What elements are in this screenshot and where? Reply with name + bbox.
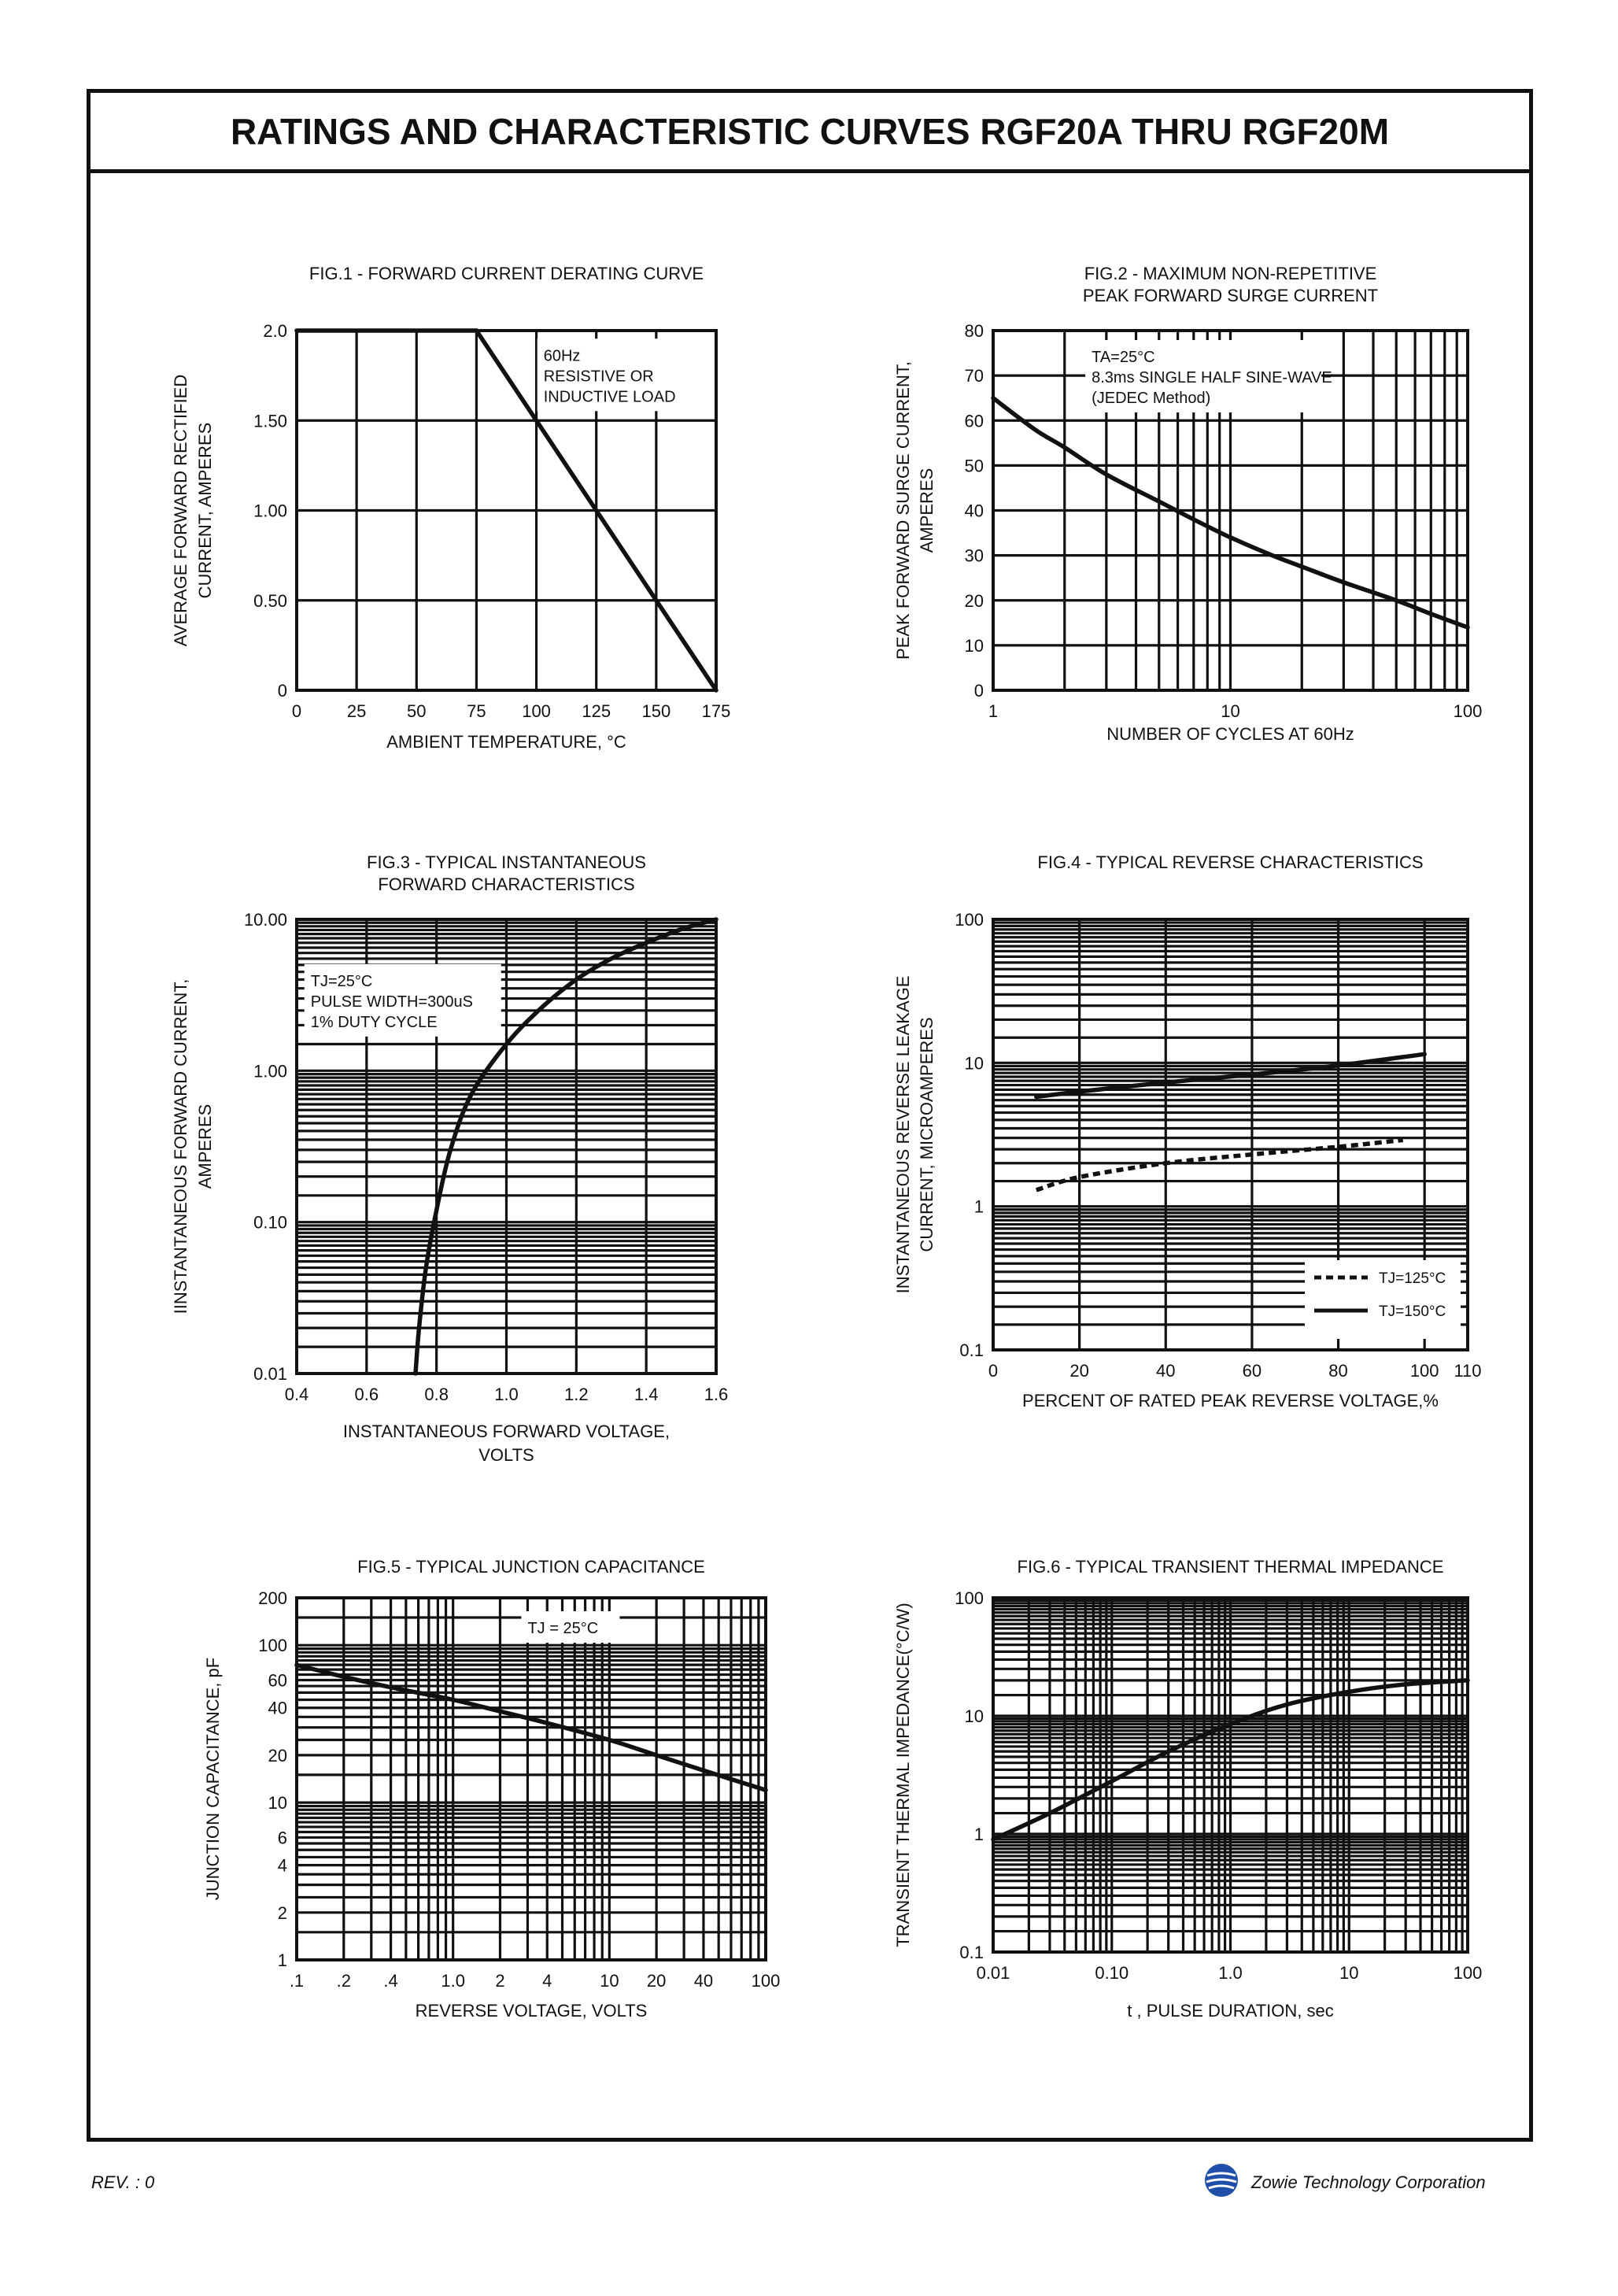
fig5-ytick-label: 4 xyxy=(277,1855,287,1876)
fig1-ytick-label: 0 xyxy=(277,681,287,701)
fig6-ytick-label: 100 xyxy=(955,1588,984,1608)
fig6-chart xyxy=(893,1557,1482,2021)
fig3-annotation-text: 1% DUTY CYCLE xyxy=(310,1013,438,1031)
fig1-ylabel: AVERAGE FORWARD RECTIFIED xyxy=(171,374,190,647)
fig1-xlabel: AMBIENT TEMPERATURE, °C xyxy=(386,732,626,752)
fig6-ylabel: TRANSIENT THERMAL IMPEDANCE(°C/W) xyxy=(893,1603,913,1947)
fig6-xtick-label: 0.01 xyxy=(976,1963,1010,1983)
fig2-ylabel: PEAK FORWARD SURGE CURRENT, xyxy=(893,361,913,660)
fig1-xtick-label: 25 xyxy=(346,701,367,721)
fig1-xtick-label: 150 xyxy=(641,701,671,721)
fig6-title: FIG.6 - TYPICAL TRANSIENT THERMAL IMPEDANCE xyxy=(1017,1557,1444,1577)
fig6-grid xyxy=(993,1598,1468,1952)
fig4-xtick-label: 20 xyxy=(1069,1361,1089,1381)
fig2-annotation-text: (JEDEC Method) xyxy=(1092,389,1211,407)
fig3-ytick-label: 10.00 xyxy=(243,910,287,930)
fig4-ylabel: INSTANTANEOUS REVERSE LEAKAGE xyxy=(893,975,913,1294)
fig2-ylabel: AMPERES xyxy=(917,468,936,553)
fig5-xtick-label: 100 xyxy=(751,1971,781,1991)
fig2-ytick-label: 80 xyxy=(964,321,984,341)
fig5-ytick-label: 6 xyxy=(277,1828,287,1848)
fig6-xtick-label: 1.0 xyxy=(1218,1963,1243,1983)
fig3-xtick-label: 1.6 xyxy=(704,1385,729,1404)
fig4-legend-label: TJ=150°C xyxy=(1379,1303,1446,1320)
fig5-annotation xyxy=(521,1611,619,1643)
fig5-xtick-label: 1.0 xyxy=(441,1971,465,1991)
fig5-xtick-label: 2 xyxy=(495,1971,505,1991)
fig4-xtick-label: 40 xyxy=(1156,1361,1176,1381)
fig1-xtick-label: 100 xyxy=(522,701,551,721)
fig2-ytick-label: 50 xyxy=(964,456,984,476)
fig4-ytick-label: 10 xyxy=(964,1053,984,1074)
fig2-ytick-label: 40 xyxy=(964,501,984,521)
fig3-title: FORWARD CHARACTERISTICS xyxy=(378,874,635,894)
fig2-ytick-label: 20 xyxy=(964,590,984,611)
fig5-annotation-text: TJ = 25°C xyxy=(527,1619,599,1637)
fig1-annotation-text: 60Hz xyxy=(543,347,581,365)
fig2-ytick-label: 30 xyxy=(964,545,984,566)
fig2-annotation-text: TA=25°C xyxy=(1092,348,1155,366)
fig1-annotation-text: RESISTIVE OR xyxy=(543,368,654,386)
fig2-annotation xyxy=(1085,340,1332,412)
fig4-ytick-label: 0.1 xyxy=(959,1340,984,1360)
fig4-legend xyxy=(1305,1260,1461,1339)
fig4-legend-label: TJ=125°C xyxy=(1379,1270,1446,1287)
fig1-xtick-label: 125 xyxy=(582,701,611,721)
fig1-xtick-label: 175 xyxy=(701,701,731,721)
fig6-xtick-label: 10 xyxy=(1339,1963,1359,1983)
fig4-xtick-label: 110 xyxy=(1454,1361,1482,1381)
fig5-xtick-label: .4 xyxy=(383,1971,398,1991)
fig1-xtick-label: 50 xyxy=(407,701,427,721)
fig6-ytick-label: 1 xyxy=(973,1825,984,1844)
fig3-xlabel: VOLTS xyxy=(478,1445,534,1465)
fig3-ytick-label: 1.00 xyxy=(253,1061,287,1081)
fig4-xlabel: PERCENT OF RATED PEAK REVERSE VOLTAGE,% xyxy=(1022,1391,1439,1411)
fig5-xtick-label: 4 xyxy=(542,1971,552,1991)
fig6-ytick-label: 0.1 xyxy=(959,1943,984,1962)
fig2-ytick-label: 10 xyxy=(964,635,984,656)
fig6-ytick-label: 10 xyxy=(964,1706,984,1726)
fig4-xtick-label: 80 xyxy=(1328,1361,1348,1381)
fig5-chart xyxy=(203,1557,780,2021)
fig5-xtick-label: 20 xyxy=(646,1971,667,1991)
fig4-ylabel: CURRENT, MICROAMPERES xyxy=(917,1017,936,1252)
fig1-ylabel: CURRENT, AMPERES xyxy=(195,422,215,599)
fig5-ytick-label: 40 xyxy=(268,1698,287,1718)
fig2-ytick-label: 70 xyxy=(964,366,984,386)
fig6-xtick-label: 100 xyxy=(1453,1963,1483,1983)
fig5-ytick-label: 60 xyxy=(268,1670,287,1691)
fig1-annotation xyxy=(537,338,703,411)
fig4-xtick-label: 60 xyxy=(1242,1361,1262,1381)
fig5-ytick-label: 10 xyxy=(268,1793,287,1814)
fig1-chart xyxy=(171,264,730,752)
fig3-ytick-label: 0.10 xyxy=(253,1212,287,1233)
fig2-xtick-label: 1 xyxy=(988,701,999,721)
fig3-xtick-label: 0.8 xyxy=(424,1385,449,1404)
fig1-ytick-label: 1.00 xyxy=(253,501,287,521)
fig2-xtick-label: 100 xyxy=(1453,701,1483,721)
fig2-annotation-text: 8.3ms SINGLE HALF SINE-WAVE xyxy=(1092,368,1332,386)
fig1-xtick-label: 0 xyxy=(291,701,302,721)
fig4-series-0-line xyxy=(1036,1140,1403,1190)
fig2-xlabel: NUMBER OF CYCLES AT 60Hz xyxy=(1106,724,1354,744)
fig2-title: FIG.2 - MAXIMUM NON-REPETITIVE xyxy=(1084,264,1377,283)
fig5-xlabel: REVERSE VOLTAGE, VOLTS xyxy=(415,2001,648,2021)
fig4-xtick-label: 100 xyxy=(1409,1361,1439,1381)
fig5-xtick-label: 40 xyxy=(693,1971,714,1991)
fig4-title: FIG.4 - TYPICAL REVERSE CHARACTERISTICS xyxy=(1037,852,1424,872)
fig5-ytick-label: 20 xyxy=(268,1745,287,1765)
fig5-ytick-label: 1 xyxy=(277,1950,287,1970)
fig3-xtick-label: 0.6 xyxy=(354,1385,379,1404)
fig5-ytick-label: 2 xyxy=(277,1902,287,1923)
fig2-xtick-label: 10 xyxy=(1221,701,1240,721)
page-title: RATINGS AND CHARACTERISTIC CURVES RGF20A THRU RGF20M xyxy=(230,110,1390,152)
fig5-ytick-label: 200 xyxy=(258,1588,287,1608)
fig2-ytick-label: 60 xyxy=(964,411,984,431)
fig2-title: PEAK FORWARD SURGE CURRENT xyxy=(1082,286,1379,305)
company-name: Zowie Technology Corporation xyxy=(1251,2172,1486,2192)
fig6-xlabel: t , PULSE DURATION, sec xyxy=(1127,2001,1334,2021)
fig1-xtick-label: 75 xyxy=(467,701,486,721)
fig1-title: FIG.1 - FORWARD CURRENT DERATING CURVE xyxy=(308,264,704,283)
fig1-ytick-label: 2.0 xyxy=(263,321,287,341)
fig4-ytick-label: 1 xyxy=(973,1196,984,1217)
fig5-xtick-label: .2 xyxy=(336,1971,351,1991)
fig3-title: FIG.3 - TYPICAL INSTANTANEOUS xyxy=(367,852,646,872)
fig5-xtick-label: 10 xyxy=(600,1971,619,1991)
fig4-xtick-label: 0 xyxy=(988,1361,999,1381)
fig5-ylabel: JUNCTION CAPACITANCE, pF xyxy=(203,1657,223,1901)
fig4-ytick-label: 100 xyxy=(955,910,984,930)
fig3-xtick-label: 1.2 xyxy=(564,1385,589,1404)
fig3-xlabel: INSTANTANEOUS FORWARD VOLTAGE, xyxy=(342,1422,670,1441)
fig3-ytick-label: 0.01 xyxy=(253,1364,287,1384)
fig3-annotation-text: PULSE WIDTH=300uS xyxy=(310,993,473,1011)
fig1-ytick-label: 0.50 xyxy=(253,590,287,611)
fig3-xtick-label: 1.0 xyxy=(494,1385,519,1404)
fig3-ylabel: AMPERES xyxy=(195,1104,215,1189)
fig3-xtick-label: 1.4 xyxy=(634,1385,659,1404)
fig3-ylabel: IINSTANTANEOUS FORWARD CURRENT, xyxy=(171,978,190,1314)
revision-label: REV. : 0 xyxy=(91,2172,155,2192)
company-logo-icon xyxy=(1204,2163,1239,2198)
fig3-annotation xyxy=(305,964,501,1037)
fig1-ytick-label: 1.50 xyxy=(253,411,287,431)
fig5-grid xyxy=(297,1598,766,1960)
fig1-annotation-text: INDUCTIVE LOAD xyxy=(543,388,676,406)
fig4-chart xyxy=(893,852,1482,1411)
fig5-ytick-label: 100 xyxy=(258,1636,287,1656)
fig3-xtick-label: 0.4 xyxy=(284,1385,309,1404)
fig2-chart xyxy=(893,264,1482,744)
fig3-chart xyxy=(171,852,728,1465)
fig5-xtick-label: .1 xyxy=(289,1971,305,1991)
fig6-xtick-label: 0.10 xyxy=(1095,1963,1129,1983)
fig5-title: FIG.5 - TYPICAL JUNCTION CAPACITANCE xyxy=(357,1557,705,1577)
fig2-ytick-label: 0 xyxy=(973,681,984,701)
fig3-annotation-text: TJ=25°C xyxy=(310,972,373,990)
